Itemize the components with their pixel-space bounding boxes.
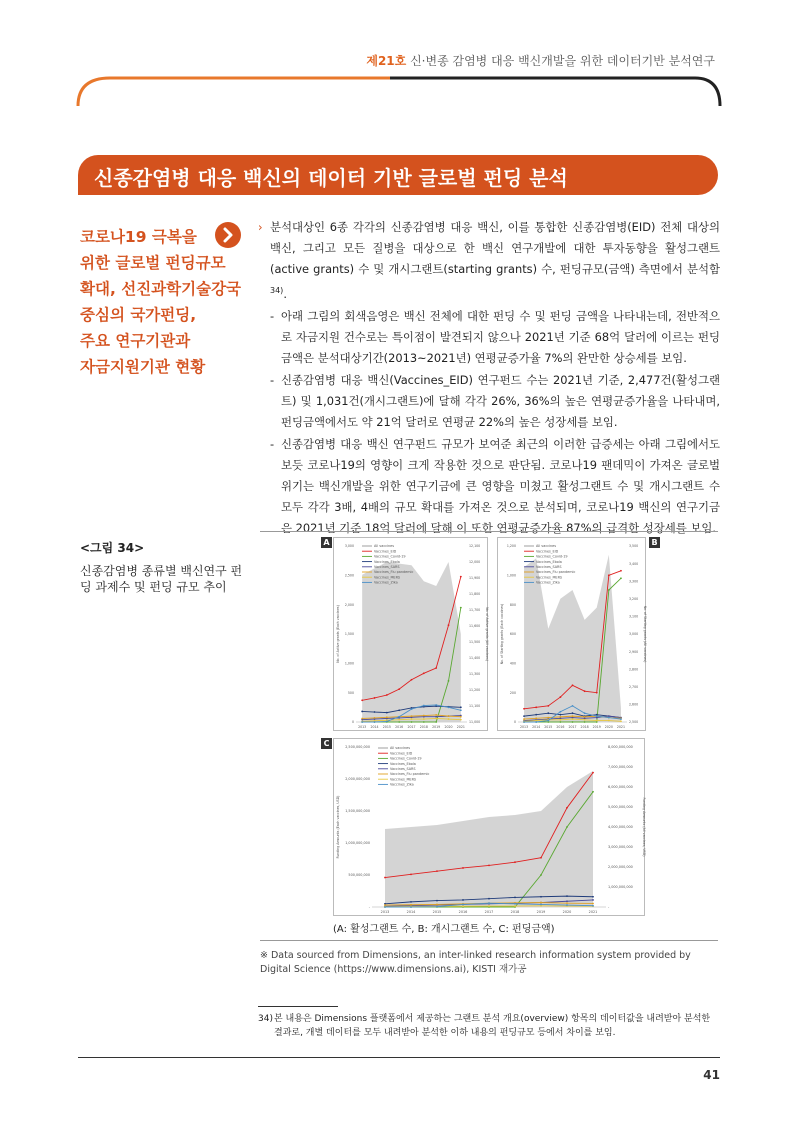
- y-tick-label: 2,500,000,000: [345, 745, 370, 750]
- series-point: [584, 716, 586, 718]
- x-tick-label: 2018: [510, 910, 520, 914]
- legend-label: Vaccines_Ebola: [374, 559, 400, 564]
- y-tick-label: 500: [347, 690, 354, 695]
- series-point: [488, 865, 490, 867]
- series-point: [540, 902, 542, 904]
- legend-label: Vaccines_Covid-19: [390, 756, 422, 761]
- bullet-text: 신종감염병 대응 백신 연구펀드 규모가 보여준 최근의 이러한 급증세는 아래 그림에서도 보듯 코로나19의 영향이 크게 작용한 것으로 판단됨. 코로나19 팬데믹이 가져온 글로벌 위기는 백신개발을 위한 연구기금에 큰 영향을 미쳤고 활성그랜트 수 및 개시그랜트 수 모두 각각 3배, 4배의 규모 확대를 가져온 것으로 분석되며, 코로나19 백신의 연구기금은 2021년 기준 18억 달러에 달해 이 또한 연평균증가율 87%의 급격한 성장세를 보임.: [281, 436, 720, 535]
- legend-label: Vaccines_EID: [390, 751, 413, 756]
- y-tick-label: 400: [509, 661, 516, 666]
- intro-end: .: [283, 286, 287, 301]
- series-point: [410, 904, 412, 906]
- series-point: [592, 896, 594, 898]
- series-point: [488, 898, 490, 900]
- chevron-right-icon: [215, 222, 241, 248]
- series-point: [540, 874, 542, 876]
- y-tick-label-right: 2,000,000,000: [608, 865, 633, 870]
- y-tick-label-right: 11,900: [469, 576, 481, 581]
- x-tick-label: 2015: [432, 910, 442, 914]
- series-point: [547, 705, 549, 707]
- x-tick-label: 2019: [592, 725, 601, 729]
- issue-number: 제21호: [366, 54, 407, 68]
- y-tick-label: 500,000,000: [348, 873, 370, 878]
- series-point: [398, 716, 400, 718]
- series-point: [514, 861, 516, 863]
- series-point: [566, 895, 568, 897]
- series-point: [423, 718, 425, 720]
- y-tick-label-right: 2,500: [629, 720, 639, 725]
- y-axis-label: Funding Amounts (Each vaccines, USD): [336, 795, 340, 859]
- y-tick-label: 1,500: [344, 632, 354, 637]
- series-point: [535, 717, 537, 719]
- series-point: [386, 694, 388, 696]
- series-point: [384, 877, 386, 879]
- series-point: [386, 716, 388, 718]
- series-point: [423, 672, 425, 674]
- y-tick-label: 1,200: [506, 544, 516, 549]
- y-tick-label-right: 5,000,000,000: [608, 805, 633, 810]
- running-header: [366, 52, 715, 69]
- header-arc-decoration: [70, 68, 730, 108]
- chart-c: [334, 739, 646, 917]
- section-title: 신종감염병 대응 백신의 데이터 기반 글로벌 펀딩 분석: [94, 166, 568, 190]
- series-point: [566, 826, 568, 828]
- series-point: [584, 721, 586, 723]
- series-point: [386, 712, 388, 714]
- running-title: 신·변종 감염병 대응 백신개발을 위한 데이터기반 분석연구: [410, 54, 715, 68]
- series-point: [572, 718, 574, 720]
- bullet-text: 아래 그림의 회색음영은 백신 전체에 대한 펀딩 수 및 펀딩 금액을 나타내는데, 전반적으로 자금지원 건수로는 특이점이 발견되지 않으나 2021년 기준 68억 달러에 이르는 펀딩 금액은 분석대상기간(2013~2021년) 연평균증가율 7%의 완만한 상승세를 보임.: [281, 308, 720, 365]
- series-point: [460, 709, 462, 711]
- series-point: [448, 715, 450, 717]
- y-tick-label-right: 3,000,000,000: [608, 845, 633, 850]
- series-point: [410, 901, 412, 903]
- legend-label: Vaccines_Zika: [536, 580, 560, 585]
- dash-bullet: -: [270, 436, 275, 451]
- y-tick-label-right: 2,800: [629, 667, 639, 672]
- y-tick-label-right: 3,500: [629, 544, 639, 549]
- dash-bullet: -: [270, 308, 275, 323]
- series-point: [448, 718, 450, 720]
- series-point: [374, 697, 376, 699]
- legend-label: All vaccines: [374, 544, 395, 549]
- y-tick-label: 0: [351, 720, 354, 725]
- y-tick-label: 1,000: [506, 573, 516, 578]
- page-number: 41: [703, 1068, 720, 1082]
- bullet-paragraph: [258, 434, 720, 539]
- figure-frame: [260, 531, 718, 941]
- series-point: [436, 904, 438, 906]
- x-tick-label: 2013: [358, 725, 367, 729]
- series-point: [435, 714, 437, 716]
- series-point: [608, 720, 610, 722]
- intro-paragraph: [258, 217, 720, 305]
- x-tick-label: 2020: [444, 725, 453, 729]
- series-point: [592, 791, 594, 793]
- y-tick-label-right: 4,000,000,000: [608, 825, 633, 830]
- legend-label: Vaccines_Flu pandemic: [536, 570, 576, 575]
- series-point: [361, 699, 363, 701]
- y-tick-label: 800: [509, 602, 516, 607]
- series-point: [592, 772, 594, 774]
- section-title-bar: [78, 155, 718, 195]
- series-point: [540, 896, 542, 898]
- series-point: [547, 720, 549, 722]
- series-point: [547, 717, 549, 719]
- series-point: [566, 807, 568, 809]
- x-tick-label: 2020: [604, 725, 613, 729]
- x-tick-label: 2020: [562, 910, 572, 914]
- series-point: [436, 906, 438, 908]
- legend-label: Vaccines_SARS: [536, 565, 562, 569]
- series-point: [435, 718, 437, 720]
- panel-tag-c: C: [321, 738, 332, 749]
- x-tick-label: 2014: [370, 725, 379, 729]
- y-tick-label-right: 12,100: [469, 544, 481, 549]
- legend: [378, 746, 429, 786]
- series-point: [448, 706, 450, 708]
- series-point: [386, 721, 388, 723]
- y-tick-label: 3,000: [344, 544, 354, 549]
- series-point: [411, 708, 413, 710]
- series-point: [559, 711, 561, 713]
- legend-label: All vaccines: [536, 544, 557, 549]
- y-tick-label: 200: [509, 690, 516, 695]
- y-tick-label: 2,000,000,000: [345, 777, 370, 782]
- series-point: [535, 714, 537, 716]
- y-axis-label: No. of Active grants (Each vaccines): [336, 605, 340, 663]
- chart-panel-c: [333, 738, 645, 916]
- series-point: [608, 574, 610, 576]
- side-heading-line: 주요 연구기관과: [80, 332, 191, 350]
- series-point: [410, 873, 412, 875]
- series-point: [374, 711, 376, 713]
- series-point: [462, 899, 464, 901]
- bullet-text: 신종감염병 대응 백신(Vaccines_EID) 연구펀드 수는 2021년 기준, 2,477건(활성그랜트) 및 1,031건(개시그랜트)에 달해 각각 26%, 36%의 높은 연평균증가율을 나타내며, 펀딩금액에서도 약 21억 달러로 연평균 22%의 높은 성장세를 보임.: [281, 372, 720, 429]
- legend-label: Vaccines_Ebola: [536, 559, 562, 564]
- y-tick-label-right: 11,100: [469, 704, 481, 709]
- legend-label: Vaccines_Covid-19: [374, 554, 406, 559]
- y-tick-label: 2,500: [344, 573, 354, 578]
- y-tick-label-right: 3,200: [629, 597, 639, 601]
- intro-text: 분석대상인 6종 각각의 신종감염병 대응 백신, 이를 통합한 신종감염병(EID) 전체 대상의 백신, 그리고 모든 질병을 대상으로 한 백신 연구개발에 대한 투자동향을 활성그랜트(active grants) 수 및 개시그랜트(starting grants) 수, 펀딩규모(금액) 측면에서 분석함: [270, 220, 720, 276]
- series-point: [572, 715, 574, 717]
- area-all-vaccines: [385, 771, 593, 907]
- series-point: [514, 903, 516, 905]
- series-point: [620, 718, 622, 720]
- side-heading-line: 확대, 선진과학기술강국: [80, 280, 242, 298]
- series-point: [523, 708, 525, 710]
- source-note: ※ Data sourced from Dimensions, an inter-linked research information system provided by Digital Science (https://www.dimensions.ai), KISTI 재가공: [260, 950, 691, 975]
- legend-label: Vaccines_MERS: [536, 575, 563, 580]
- y-tick-label-right: 11,500: [469, 640, 481, 645]
- series-point: [596, 692, 598, 694]
- y-tick-label-right: 8,000,000,000: [608, 745, 633, 750]
- series-point: [435, 716, 437, 718]
- series-point: [435, 667, 437, 669]
- chart-panel-a: [333, 537, 488, 731]
- x-tick-label: 2015: [382, 725, 391, 729]
- y-tick-label-right: 11,200: [469, 688, 481, 693]
- series-point: [460, 719, 462, 721]
- series-point: [460, 576, 462, 578]
- series-point: [535, 706, 537, 708]
- legend-label: All vaccines: [390, 746, 411, 751]
- series-point: [398, 721, 400, 723]
- figure-subcaption: (A: 활성그랜트 수, B: 개시그랜트 수, C: 펀딩금액): [333, 924, 555, 935]
- series-point: [460, 607, 462, 609]
- legend-label: Vaccines_EID: [374, 549, 397, 554]
- series-point: [435, 704, 437, 706]
- series-point: [559, 719, 561, 721]
- y-tick-label: 600: [509, 632, 516, 637]
- panel-tag-b: B: [649, 537, 660, 548]
- series-point: [398, 719, 400, 721]
- y-tick-label: 1,000,000,000: [345, 841, 370, 846]
- x-tick-label: 2021: [588, 910, 598, 914]
- series-point: [620, 577, 622, 579]
- series-point: [559, 696, 561, 698]
- legend-label: Vaccines_Ebola: [390, 761, 416, 766]
- y-tick-label-right: 3,000: [629, 632, 639, 637]
- footnote: [258, 1012, 720, 1040]
- legend-label: Vaccines_SARS: [390, 767, 416, 771]
- x-tick-label: 2017: [568, 725, 577, 729]
- y-tick-label-right: 3,400: [629, 561, 639, 566]
- series-point: [423, 715, 425, 717]
- side-heading-line: 자금지원기관 현황: [80, 358, 206, 376]
- y-tick-label: 1,500,000,000: [345, 809, 370, 814]
- y-tick-label-right: 11,000: [469, 720, 481, 725]
- x-tick-label: 2016: [458, 910, 468, 914]
- x-tick-label: 2013: [519, 725, 529, 729]
- series-point: [523, 718, 525, 720]
- chevron-bullet-icon: ›: [258, 220, 263, 234]
- y-tick-label-right: 3,300: [629, 579, 639, 584]
- legend-label: Vaccines_SARS: [374, 565, 400, 569]
- bullet-paragraph: [258, 306, 720, 369]
- series-point: [448, 624, 450, 626]
- y-tick-label-right: 11,700: [469, 608, 481, 613]
- series-point: [384, 904, 386, 906]
- series-point: [398, 709, 400, 711]
- y-tick-label-right: 7,000,000,000: [608, 765, 633, 770]
- series-point: [584, 712, 586, 714]
- side-heading-line: 중심의 국가펀딩,: [80, 306, 197, 324]
- series-point: [572, 712, 574, 714]
- x-tick-label: 2018: [419, 725, 428, 729]
- y-tick-label-right: 11,800: [469, 592, 481, 597]
- y-tick-label-right: -: [608, 905, 610, 910]
- series-point: [566, 900, 568, 902]
- series-point: [592, 899, 594, 901]
- series-point: [361, 718, 363, 720]
- y-tick-label-right: 2,700: [629, 685, 639, 689]
- figure-caption-text: 신종감염병 종류별 백신연구 펀딩 과제수 및 펀딩 규모 추이: [80, 564, 243, 594]
- series-point: [608, 717, 610, 719]
- series-point: [584, 719, 586, 721]
- y-tick-label-right: 2,900: [629, 649, 639, 654]
- y-tick-label-right: 3,100: [629, 614, 639, 619]
- y-tick-label: 0: [513, 720, 516, 725]
- x-tick-label: 2018: [580, 725, 589, 729]
- series-point: [374, 721, 376, 723]
- series-point: [374, 717, 376, 719]
- y-tick-label: 2,000: [344, 602, 354, 607]
- legend-label: Vaccines_Flu pandemic: [390, 772, 430, 777]
- legend-label: Vaccines_Flu pandemic: [374, 570, 414, 575]
- series-point: [462, 905, 464, 907]
- series-point: [540, 857, 542, 859]
- series-point: [566, 904, 568, 906]
- y-axis-label-right: No. of Active grants (All vaccines): [485, 607, 489, 661]
- series-point: [423, 705, 425, 707]
- legend-label: Vaccines_Zika: [374, 580, 398, 585]
- y-tick-label-right: 11,600: [469, 624, 481, 629]
- bottom-rule: [78, 1057, 720, 1058]
- series-point: [462, 867, 464, 869]
- series-point: [435, 721, 437, 723]
- series-point: [572, 721, 574, 723]
- series-point: [411, 715, 413, 717]
- footnote-rule: [258, 1006, 338, 1007]
- x-tick-label: 2017: [484, 910, 494, 914]
- chart-a: [334, 538, 489, 732]
- figure-caption: [80, 540, 250, 595]
- x-tick-label: 2021: [456, 725, 465, 729]
- series-point: [411, 721, 413, 723]
- y-tick-label-right: 1,000,000,000: [608, 885, 633, 890]
- side-heading-line: 위한 글로벌 펀딩규모: [80, 254, 226, 272]
- series-point: [361, 711, 363, 713]
- series-point: [592, 905, 594, 907]
- figure-label: <그림 34>: [80, 541, 145, 555]
- x-tick-label: 2015: [544, 725, 553, 729]
- x-tick-label: 2014: [532, 725, 541, 729]
- series-point: [398, 688, 400, 690]
- footnote-text: 본 내용은 Dimensions 플랫폼에서 제공하는 그랜트 분석 개요(overview) 항목의 데이터값을 내려받아 분석한 결과로, 개별 데이터를 모두 내려받아 분석한 이하 내용의 펀딩규모 등에서 차이를 보임.: [274, 1014, 711, 1038]
- x-tick-label: 2017: [407, 725, 416, 729]
- series-point: [488, 905, 490, 907]
- series-point: [361, 721, 363, 723]
- y-tick-label: 1,000: [344, 661, 354, 666]
- series-point: [523, 715, 525, 717]
- series-point: [547, 712, 549, 714]
- series-point: [596, 720, 598, 722]
- series-point: [559, 716, 561, 718]
- chart-b: [498, 538, 647, 732]
- y-tick-label: -: [368, 905, 370, 910]
- series-point: [448, 680, 450, 682]
- x-tick-label: 2013: [380, 910, 390, 914]
- series-point: [411, 679, 413, 681]
- side-heading: [80, 224, 242, 380]
- series-point: [411, 718, 413, 720]
- bullet-paragraph: [258, 370, 720, 433]
- series-point: [436, 870, 438, 872]
- legend-label: Vaccines_MERS: [374, 575, 401, 580]
- side-heading-line: 코로나19 극복을: [80, 228, 197, 246]
- y-tick-label-right: 11,300: [469, 672, 481, 677]
- y-axis-label-right: Funding Amounts (All vaccines, USD): [642, 797, 646, 857]
- footnote-number: 34): [258, 1014, 273, 1024]
- series-point: [559, 721, 561, 723]
- series-point: [410, 906, 412, 908]
- y-axis-label: No. of Starting grants (Each vaccines): [500, 603, 504, 665]
- y-axis-label-right: No. of Starting grants (All vaccines): [643, 605, 647, 663]
- footnote-ref: 34): [270, 286, 284, 295]
- x-tick-label: 2016: [556, 725, 565, 729]
- series-point: [572, 684, 574, 686]
- series-point: [620, 720, 622, 722]
- series-point: [566, 902, 568, 904]
- x-tick-label: 2021: [616, 725, 626, 729]
- series-point: [462, 904, 464, 906]
- series-point: [514, 905, 516, 907]
- series-point: [384, 906, 386, 908]
- series-point: [540, 904, 542, 906]
- panel-tag-a: A: [321, 537, 332, 548]
- x-tick-label: 2019: [536, 910, 546, 914]
- y-tick-label-right: 12,000: [469, 560, 481, 565]
- series-point: [584, 690, 586, 692]
- chart-panel-b: [497, 537, 646, 731]
- series-point: [523, 721, 525, 723]
- series-point: [423, 721, 425, 723]
- series-point: [592, 903, 594, 905]
- series-point: [572, 705, 574, 707]
- series-point: [608, 589, 610, 591]
- x-tick-label: 2019: [432, 725, 441, 729]
- legend-label: Vaccines_Zika: [390, 782, 414, 787]
- series-point: [514, 897, 516, 899]
- y-tick-label-right: 6,000,000,000: [608, 785, 633, 790]
- y-tick-label-right: 11,400: [469, 656, 481, 661]
- series-point: [620, 570, 622, 572]
- series-point: [559, 714, 561, 716]
- x-tick-label: 2016: [395, 725, 404, 729]
- series-point: [460, 716, 462, 718]
- legend-label: Vaccines_MERS: [390, 777, 417, 782]
- dash-bullet: -: [270, 372, 275, 387]
- series-point: [596, 715, 598, 717]
- series-point: [436, 900, 438, 902]
- legend-label: Vaccines_Covid-19: [536, 554, 568, 559]
- series-point: [460, 706, 462, 708]
- series-point: [535, 721, 537, 723]
- series-point: [488, 902, 490, 904]
- legend-label: Vaccines_EID: [536, 549, 559, 554]
- x-tick-label: 2014: [406, 910, 416, 914]
- y-tick-label-right: 2,600: [629, 702, 639, 707]
- body-text: [258, 217, 720, 539]
